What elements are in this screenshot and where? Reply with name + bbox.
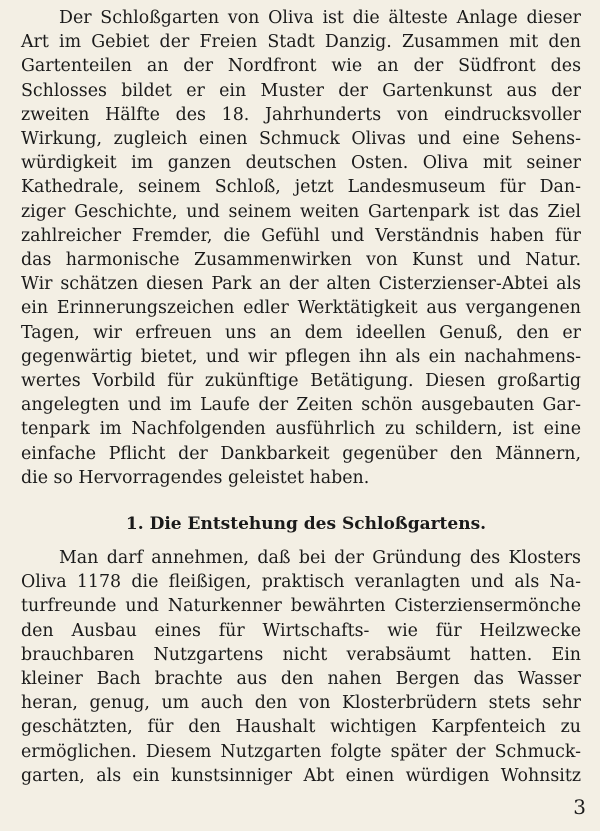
text-line: Kathedrale, seinem Schloß, jetzt Landesmuseum für Dan- — [21, 177, 581, 198]
text-line: Wirkung, zugleich einen Schmuck Olivas und eine Sehens- — [21, 129, 581, 150]
text-line: brauchbaren Nutzgartens nicht verabsäumt hatten. Ein — [21, 644, 581, 665]
text-line: geschätzten, für den Haushalt wichtigen Karpfenteich zu — [21, 717, 581, 738]
text-line: kleiner Bach brachte aus den nahen Bergen das Wasser — [21, 669, 581, 690]
section-heading: 1. Die Entstehung des Schloßgartens. — [125, 514, 487, 535]
text-line: die so Hervorragendes geleistet haben. — [21, 467, 370, 488]
text-line: zahlreicher Fremder, die Gefühl und Verständnis haben für — [21, 225, 581, 246]
text-line: Man darf annehmen, daß bei der Gründung des Klosters — [59, 548, 581, 569]
text-line: heran, genug, um auch den von Klosterbrüdern stets sehr — [21, 693, 581, 714]
text-line: Gartenteilen an der Nordfront wie an der Südfront des — [21, 56, 581, 77]
text-line: ein Erinnerungszeichen edler Werktätigkeit aus vergangenen — [21, 298, 581, 319]
text-line: das harmonische Zusammenwirken von Kunst und Natur. — [21, 250, 581, 271]
text-line: wertes Vorbild für zukünftige Betätigung. Diesen großartig — [21, 371, 581, 392]
text-line: würdigkeit im ganzen deutschen Osten. Oliva mit seiner — [21, 153, 581, 174]
text-line: Wir schätzen diesen Park an der alten Cisterzienser-Abtei als — [21, 274, 581, 295]
page-number: 3 — [573, 795, 586, 819]
paragraph-intro — [21, 6, 581, 490]
text-line: einfache Pflicht der Dankbarkeit gegenüber den Männern, — [21, 443, 581, 464]
text-line: Tagen, wir erfreuen uns an dem ideellen Genuß, den er — [21, 322, 581, 343]
text-line: angelegten und im Laufe der Zeiten schön ausgebauten Gar- — [21, 395, 581, 416]
page-body — [21, 6, 581, 788]
text-line: Schlosses bildet er ein Muster der Gartenkunst aus der — [21, 80, 581, 101]
text-line: garten, als ein kunstsinniger Abt einen würdigen Wohnsitz — [21, 765, 581, 786]
text-line: turfreunde und Naturkenner bewährten Cisterziensermönche — [21, 596, 581, 617]
paragraph-origin — [21, 546, 581, 788]
text-line: Art im Gebiet der Freien Stadt Danzig. Zusammen mit den — [21, 32, 581, 53]
text-line: Oliva 1178 die fleißigen, praktisch veranlagten und als Na- — [21, 572, 581, 593]
text-line: zweiten Hälfte des 18. Jahrhunderts von eindrucksvoller — [21, 104, 581, 125]
text-line: tenpark im Nachfolgenden ausführlich zu schildern, ist eine — [21, 419, 581, 440]
text-line: gegenwärtig bietet, und wir pflegen ihn als ein nachahmens- — [21, 346, 581, 367]
text-line: ermöglichen. Diesem Nutzgarten folgte später der Schmuck- — [21, 741, 581, 762]
text-line: Der Schloßgarten von Oliva ist die älteste Anlage dieser — [59, 8, 581, 28]
text-line: ziger Geschichte, und seinem weiten Gartenpark ist das Ziel — [21, 201, 581, 222]
text-line: den Ausbau eines für Wirtschafts- wie für Heilzwecke — [21, 620, 581, 641]
